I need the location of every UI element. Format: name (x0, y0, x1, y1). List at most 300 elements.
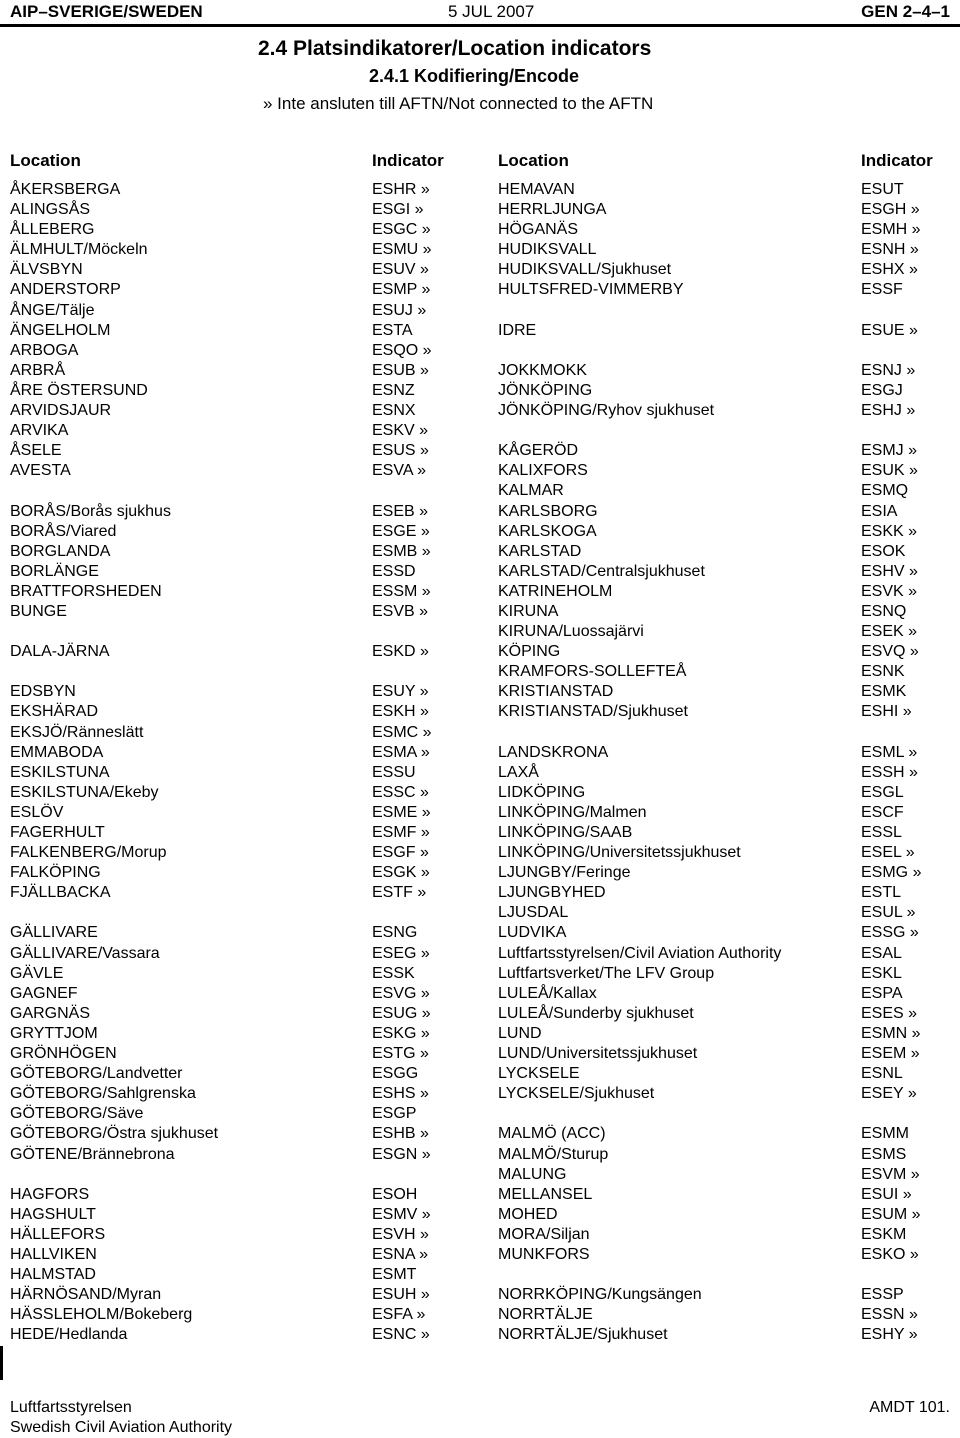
location-name: GAGNEF (10, 984, 78, 1002)
location-row (10, 1064, 450, 1084)
location-row (498, 964, 948, 984)
location-indicator: ESMJ » (861, 442, 918, 460)
location-row (498, 642, 948, 662)
location-indicator: ESHI » (861, 703, 912, 721)
location-name: LUDVIKA (498, 924, 567, 942)
location-row (10, 1024, 450, 1044)
location-row (10, 301, 450, 321)
location-name: KÅGERÖD (498, 442, 579, 460)
location-indicator: ESUM » (861, 1205, 921, 1223)
location-row (498, 522, 948, 542)
location-row (10, 1104, 450, 1124)
footer-line2: Swedish Civil Aviation Authority (10, 1419, 233, 1436)
location-indicator: ESTF » (372, 884, 427, 902)
location-name: ARBRÅ (10, 361, 66, 379)
location-name: GRYTTJOM (10, 1024, 98, 1042)
location-row (498, 1044, 948, 1064)
location-row (10, 461, 450, 481)
location-indicator: ESGI » (372, 201, 424, 219)
location-indicator: ESSP (861, 1286, 904, 1304)
location-indicator: ESOK (861, 542, 906, 560)
location-name: EMMABODA (10, 743, 104, 761)
location-name: FJÄLLBACKA (10, 884, 111, 902)
location-indicator: ESHJ » (861, 402, 916, 420)
location-name: ÄLVSBYN (10, 261, 83, 279)
location-row (10, 220, 450, 240)
location-name: JÖNKÖPING (498, 381, 593, 399)
location-name: GÖTEBORG/Landvetter (10, 1065, 183, 1083)
location-row (498, 240, 948, 260)
location-indicator: ESGP (372, 1105, 417, 1123)
location-row (10, 1285, 450, 1305)
location-row (10, 321, 450, 341)
location-indicator: ESMN » (861, 1024, 921, 1042)
location-indicator: ESMH » (861, 221, 921, 239)
location-name: LUND (498, 1024, 542, 1042)
location-row (10, 723, 450, 743)
location-row (498, 582, 948, 602)
location-row (498, 1265, 948, 1285)
location-name: LULEÅ/Sunderby sjukhuset (498, 1004, 694, 1022)
location-indicator: ESSH » (861, 763, 918, 781)
location-name: AVESTA (10, 462, 71, 480)
location-name: GÖTEBORG/Östra sjukhuset (10, 1125, 219, 1143)
location-row (498, 401, 948, 421)
section-title: 2.4 Platsindikatorer/Location indicators (258, 37, 652, 60)
location-indicator: ESHY » (861, 1326, 918, 1344)
location-indicator: ESQO » (372, 341, 432, 359)
location-row (498, 1064, 948, 1084)
location-row (498, 1084, 948, 1104)
location-indicator: ESGK » (372, 864, 430, 882)
location-name: IDRE (498, 321, 537, 339)
location-row (10, 1305, 450, 1325)
location-name: KARLSBORG (498, 502, 598, 520)
location-indicator: ESSK (372, 964, 415, 982)
location-row (10, 1124, 450, 1144)
location-indicator: ESGN » (372, 1145, 431, 1163)
location-indicator: ESKH » (372, 703, 429, 721)
location-row (498, 1024, 948, 1044)
location-row (498, 321, 948, 341)
location-name: GÖTEBORG/Säve (10, 1105, 144, 1123)
location-indicator: ESMC » (372, 723, 432, 741)
location-indicator: ESKD » (372, 643, 429, 661)
location-indicator: ESHB » (372, 1125, 429, 1143)
location-row (498, 1124, 948, 1144)
location-name: HALLVIKEN (10, 1245, 97, 1263)
location-name: FALKENBERG/Morup (10, 844, 167, 862)
location-indicator: ESGJ (861, 381, 903, 399)
location-indicator: ESUG » (372, 1004, 431, 1022)
location-indicator: ESVM » (861, 1165, 920, 1183)
location-indicator: ESMM (861, 1125, 909, 1143)
location-name: GÄLLIVARE (10, 924, 98, 942)
location-name: ALINGSÅS (10, 201, 91, 219)
location-row (10, 1325, 450, 1345)
location-indicator: ESSN » (861, 1306, 918, 1324)
location-indicator: ESNJ » (861, 361, 916, 379)
location-name: HALMSTAD (10, 1266, 96, 1284)
footer-line1: Luftfartsstyrelsen (10, 1399, 132, 1416)
location-indicator: ESNG (372, 924, 418, 942)
location-indicator: ESSD (372, 562, 416, 580)
location-row (498, 1325, 948, 1345)
location-indicator: ESEM » (861, 1045, 920, 1063)
location-name: ESKILSTUNA/Ekeby (10, 783, 159, 801)
left-location-list (10, 180, 450, 1345)
location-name: LANDSKRONA (498, 743, 609, 761)
location-row (10, 1245, 450, 1265)
location-name: MOHED (498, 1205, 558, 1223)
location-name: EKSHÄRAD (10, 703, 99, 721)
location-row (498, 180, 948, 200)
location-indicator: ESGL (861, 783, 904, 801)
location-name: HUDIKSVALL (498, 241, 597, 259)
location-name: ARVIDSJAUR (10, 402, 112, 420)
location-row (498, 783, 948, 803)
location-name: HEMAVAN (498, 181, 575, 198)
location-name: Luftfartsverket/The LFV Group (498, 964, 715, 982)
location-indicator: ESMV » (372, 1205, 431, 1223)
location-name: HULTSFRED-VIMMERBY (498, 281, 684, 299)
location-indicator: ESOH (372, 1185, 418, 1203)
aftn-note: » Inte ansluten till AFTN/Not connected to the AFTN (263, 94, 654, 113)
location-name: ÅKERSBERGA (10, 181, 121, 198)
location-name: HAGSHULT (10, 1205, 96, 1223)
location-indicator: ESMB » (372, 542, 431, 560)
right-indicator-header: Indicator (861, 151, 933, 170)
location-row (498, 1205, 948, 1225)
location-name: GARGNÄS (10, 1004, 91, 1022)
location-name: LAXÅ (498, 763, 539, 781)
location-indicator: ESHV » (861, 562, 918, 580)
location-indicator: ESPA (861, 984, 903, 1002)
location-name: GÄLLIVARE/Vassara (10, 944, 160, 962)
location-row (498, 361, 948, 381)
location-name: ÅLLEBERG (10, 221, 95, 239)
location-name: ARBOGA (10, 341, 79, 359)
location-row (10, 401, 450, 421)
location-row (10, 763, 450, 783)
header-page-ref: GEN 2–4–1 (861, 2, 950, 21)
location-row (10, 944, 450, 964)
location-name: LYCKSELE/Sjukhuset (498, 1085, 655, 1103)
location-indicator: ESEY » (861, 1085, 917, 1103)
location-name: HAGFORS (10, 1185, 90, 1203)
location-row (10, 1185, 450, 1205)
location-indicator: ESML » (861, 743, 918, 761)
location-indicator: ESSU (372, 763, 416, 781)
location-row (498, 1165, 948, 1185)
header-rule (0, 24, 960, 27)
location-name: BORLÄNGE (10, 562, 99, 580)
right-location-list (498, 180, 948, 1345)
location-name: KALIXFORS (498, 462, 588, 480)
location-name: GÄVLE (10, 964, 64, 982)
location-row (498, 723, 948, 743)
location-name: KARLSTAD (498, 542, 582, 560)
location-indicator: ESEL » (861, 844, 915, 862)
footer-authority (10, 1398, 232, 1438)
location-row (498, 421, 948, 441)
location-name: Luftfartsstyrelsen/Civil Aviation Authority (498, 944, 782, 962)
location-indicator: ESNC » (372, 1326, 430, 1344)
location-indicator: ESUE » (861, 321, 918, 339)
location-name: EDSBYN (10, 683, 76, 701)
location-name: FALKÖPING (10, 864, 101, 882)
location-row (10, 863, 450, 883)
location-row (498, 743, 948, 763)
location-row (498, 702, 948, 722)
location-name: HÄLLEFORS (10, 1225, 106, 1243)
location-row (10, 702, 450, 722)
location-name: HÄRNÖSAND/Myran (10, 1286, 162, 1304)
header-date: 5 JUL 2007 (448, 2, 535, 21)
change-bar (0, 1346, 3, 1380)
location-name: MALMÖ/Sturup (498, 1145, 609, 1163)
location-indicator: ESMT (372, 1266, 417, 1284)
location-row (498, 341, 948, 361)
location-indicator: ESNH » (861, 241, 919, 259)
page-header (10, 2, 950, 24)
location-row (10, 481, 450, 501)
location-indicator: ESUJ » (372, 301, 427, 319)
location-name: KRISTIANSTAD/Sjukhuset (498, 703, 688, 721)
location-indicator: ESTA (372, 321, 413, 339)
location-indicator: ESGG (372, 1065, 419, 1083)
location-name: ÅRE ÖSTERSUND (10, 381, 148, 399)
location-row (10, 1165, 450, 1185)
location-indicator: ESCF (861, 803, 904, 821)
location-name: HUDIKSVALL/Sjukhuset (498, 261, 672, 279)
location-name: LUND/Universitetssjukhuset (498, 1045, 698, 1063)
location-row (10, 1004, 450, 1024)
location-row (10, 682, 450, 702)
location-indicator: ESMG » (861, 864, 922, 882)
location-name: KATRINEHOLM (498, 582, 613, 600)
location-name: KIRUNA/Luossajärvi (498, 623, 644, 641)
location-name: ÄNGELHOLM (10, 321, 111, 339)
location-name: KRAMFORS-SOLLEFTEÅ (498, 663, 687, 681)
location-indicator: ESHR » (372, 181, 430, 198)
location-indicator: ESTG » (372, 1045, 429, 1063)
location-row (498, 1185, 948, 1205)
location-name: MORA/Siljan (498, 1225, 590, 1243)
location-indicator: ESMF » (372, 824, 430, 841)
location-row (10, 381, 450, 401)
location-row (10, 200, 450, 220)
location-row (498, 984, 948, 1004)
location-row (498, 763, 948, 783)
location-name: JÖNKÖPING/Ryhov sjukhuset (498, 402, 715, 420)
location-row (10, 622, 450, 642)
location-row (10, 903, 450, 923)
location-row (498, 803, 948, 823)
location-row (10, 341, 450, 361)
location-indicator: ESKV » (372, 422, 429, 440)
location-indicator: ESVG » (372, 984, 430, 1002)
location-indicator: ESUB » (372, 361, 429, 379)
location-row (498, 562, 948, 582)
location-row (10, 1205, 450, 1225)
location-row (10, 783, 450, 803)
location-indicator: ESGC » (372, 221, 431, 239)
location-row (10, 1145, 450, 1165)
location-row (10, 1265, 450, 1285)
location-indicator: ESUI » (861, 1185, 912, 1203)
location-indicator: ESGH » (861, 201, 920, 219)
header-left: AIP–SVERIGE/SWEDEN (10, 2, 203, 21)
location-name: KARLSKOGA (498, 522, 597, 540)
location-name: ESKILSTUNA (10, 763, 110, 781)
location-name: KALMAR (498, 482, 564, 500)
location-indicator: ESNZ (372, 381, 415, 399)
location-row (10, 260, 450, 280)
location-indicator: ESEG » (372, 944, 430, 962)
location-indicator: ESVQ » (861, 643, 919, 661)
location-row (498, 1245, 948, 1265)
location-row (10, 743, 450, 763)
location-indicator: ESMS (861, 1145, 907, 1163)
location-name: BORÅS/Viared (10, 522, 117, 540)
location-row (498, 461, 948, 481)
location-row (10, 803, 450, 823)
location-row (498, 200, 948, 220)
location-indicator: ESKO » (861, 1245, 919, 1263)
location-indicator: ESSF (861, 281, 903, 299)
location-name: HÖGANÄS (498, 221, 579, 239)
location-row (498, 260, 948, 280)
location-indicator: ESHX » (861, 261, 918, 279)
location-row (498, 1285, 948, 1305)
location-row (498, 542, 948, 562)
location-row (498, 883, 948, 903)
location-indicator: ESSC » (372, 783, 429, 801)
location-name: ARVIKA (10, 422, 69, 440)
location-indicator: ESMK (861, 683, 907, 701)
location-indicator: ESVA » (372, 462, 426, 480)
location-row (10, 843, 450, 863)
location-row (10, 1225, 450, 1245)
location-row (10, 280, 450, 300)
location-name: GÖTEBORG/Sahlgrenska (10, 1085, 196, 1103)
location-indicator: ESNK (861, 663, 905, 681)
location-row (10, 180, 450, 200)
location-row (498, 381, 948, 401)
location-indicator: ESVK » (861, 582, 918, 600)
location-indicator: ESMQ (861, 482, 909, 500)
left-indicator-header: Indicator (372, 151, 444, 170)
location-row (498, 863, 948, 883)
location-row (10, 421, 450, 441)
location-name: LINKÖPING/SAAB (498, 824, 633, 841)
location-name: HERRLJUNGA (498, 201, 607, 219)
location-row (10, 662, 450, 682)
location-row (10, 823, 450, 843)
location-row (498, 1104, 948, 1124)
location-row (498, 903, 948, 923)
location-indicator: ESKG » (372, 1024, 430, 1042)
location-row (498, 502, 948, 522)
location-indicator: ESVB » (372, 602, 429, 620)
location-row (498, 220, 948, 240)
location-name: KRISTIANSTAD (498, 683, 614, 701)
left-location-header: Location (10, 151, 81, 170)
location-name: BUNGE (10, 602, 67, 620)
location-name: LIDKÖPING (498, 783, 586, 801)
location-row (498, 1225, 948, 1245)
location-name: MALUNG (498, 1165, 567, 1183)
location-row (10, 964, 450, 984)
location-row (10, 522, 450, 542)
location-indicator: ESVH » (372, 1225, 429, 1243)
location-row (10, 240, 450, 260)
location-row (498, 441, 948, 461)
location-indicator: ESTL (861, 884, 902, 902)
location-row (10, 582, 450, 602)
location-indicator: ESEK » (861, 623, 918, 641)
location-indicator: ESNA » (372, 1245, 429, 1263)
location-indicator: ESES » (861, 1004, 918, 1022)
location-row (498, 280, 948, 300)
location-name: LJUNGBYHED (498, 884, 606, 902)
location-indicator: ESIA (861, 502, 898, 520)
location-row (498, 923, 948, 943)
location-indicator: ESKL (861, 964, 902, 982)
location-row (498, 1004, 948, 1024)
location-row (10, 984, 450, 1004)
location-name: KÖPING (498, 643, 561, 661)
location-name: LINKÖPING/Malmen (498, 803, 647, 821)
location-name: LYCKSELE (498, 1065, 580, 1083)
location-name: BORÅS/Borås sjukhus (10, 502, 171, 520)
location-indicator: ESME » (372, 803, 431, 821)
location-indicator: ESNQ (861, 602, 907, 620)
location-row (498, 602, 948, 622)
location-indicator: ESMU » (372, 241, 432, 259)
location-indicator: ESNX (372, 402, 416, 420)
location-name: JOKKMOKK (498, 361, 587, 379)
footer-amendment: AMDT 101. (869, 1399, 950, 1416)
location-indicator: ESFA » (372, 1306, 426, 1324)
location-indicator: ESHS » (372, 1085, 429, 1103)
location-row (498, 301, 948, 321)
location-indicator: ESMP » (372, 281, 431, 299)
location-name: NORRTÄLJE/Sjukhuset (498, 1326, 668, 1344)
location-name: LULEÅ/Kallax (498, 984, 597, 1002)
location-name: BORGLANDA (10, 542, 111, 560)
location-row (498, 1305, 948, 1325)
location-name: LJUNGBY/Feringe (498, 864, 631, 882)
location-name: NORRTÄLJE (498, 1306, 593, 1324)
location-indicator: ESMA » (372, 743, 430, 761)
location-indicator: ESNL (861, 1065, 903, 1083)
location-name: KIRUNA (498, 602, 559, 620)
location-indicator: ESSM » (372, 582, 431, 600)
location-row (498, 1145, 948, 1165)
location-name: ESLÖV (10, 803, 64, 821)
location-row (498, 622, 948, 642)
location-row (10, 361, 450, 381)
location-row (498, 662, 948, 682)
location-row (498, 843, 948, 863)
location-row (10, 441, 450, 461)
location-name: ÄLMHULT/Möckeln (10, 241, 148, 259)
location-indicator: ESAL (861, 944, 902, 962)
location-indicator: ESUY » (372, 683, 429, 701)
location-row (10, 562, 450, 582)
